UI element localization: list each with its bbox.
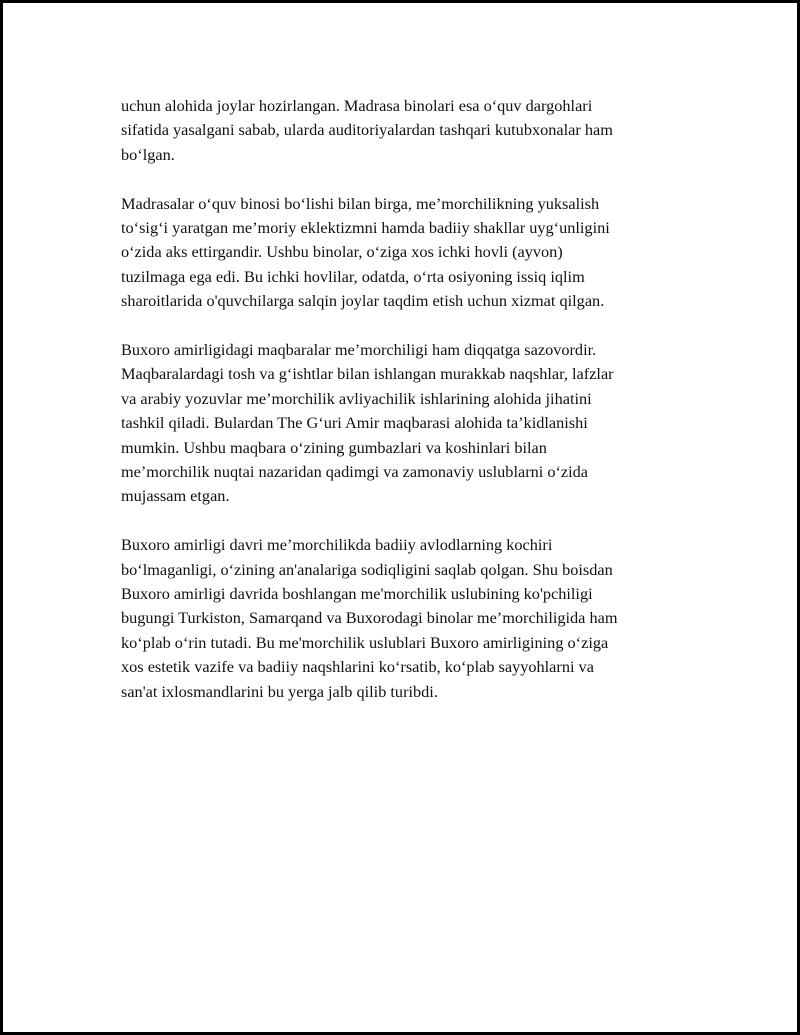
text-line: mujassam etgan.	[121, 486, 230, 506]
text-line: tuzilmaga ega edi. Bu ichki hovlilar, odatda, o‘rta osiyoning issiq iqlim	[121, 266, 585, 286]
text-line: san'at ixlosmandlarini bu yerga jalb qilib turibdi.	[121, 681, 438, 701]
paragraph-3	[121, 338, 701, 509]
text-line: sharoitlarida o'quvchilarga salqin joylar taqdim etish uchun xizmat qilgan.	[121, 291, 605, 311]
text-line: tashkil qiladi. Bulardan The G‘uri Amir maqbarasi alohida ta’kidlanishi	[121, 413, 588, 433]
text-line: bo‘lmaganligi, o‘zining an'analariga sodiqligini saqlab qolgan. Shu boisdan	[121, 559, 613, 579]
text-line: Maqbaralardagi tosh va g‘ishtlar bilan ishlangan murakkab naqshlar, lafzlar	[121, 364, 614, 384]
text-line: sifatida yasalgani sabab, ularda auditoriyalardan tashqari kutubxonalar ham	[121, 120, 613, 140]
text-line: bo‘lgan.	[121, 144, 175, 164]
text-line: uchun alohida joylar hozirlangan. Madrasa binolari esa o‘quv dargohlari	[121, 96, 593, 115]
text-line: mumkin. Ushbu maqbara o‘zining gumbazlari va koshinlari bilan	[121, 437, 547, 457]
text-line: Madrasalar o‘quv binosi bo‘lishi bilan birga, me’morchilikning yuksalish	[121, 193, 600, 213]
text-line: Buxoro amirligidagi maqbaralar me’morchiligi ham diqqatga sazovordir.	[121, 340, 597, 360]
text-line: ko‘plab o‘rin tutadi. Bu me'morchilik uslublari Buxoro amirligining o‘ziga	[121, 632, 609, 652]
text-line: to‘sig‘i yaratgan me’moriy eklektizmni hamda badiiy shakllar uyg‘unligini	[121, 218, 610, 238]
text-line: Buxoro amirligi davri me’morchilikda badiiy avlodlarning kochiri	[121, 535, 553, 555]
paragraph-4	[121, 533, 701, 704]
paragraph-2	[121, 192, 701, 314]
text-line: xos estetik vazife va badiiy naqshlarini ko‘rsatib, ko‘plab sayyohlarni va	[121, 657, 594, 677]
text-line: Buxoro amirligi davrida boshlangan me'morchilik uslubining ko'pchiligi	[121, 584, 593, 604]
paragraph-1	[121, 94, 701, 167]
text-line: me’morchilik nuqtai nazaridan qadimgi va zamonaviy uslublarni o‘zida	[121, 462, 589, 482]
text-line: bugungi Turkiston, Samarqand va Buxorodagi binolar me’morchiligida ham	[121, 608, 618, 628]
document-body	[121, 94, 701, 729]
text-line: va arabiy yozuvlar me’morchilik avliyachilik ishlarining alohida jihatini	[121, 388, 592, 408]
text-line: o‘zida aks ettirgandir. Ushbu binolar, o‘ziga xos ichki hovli (ayvon)	[121, 242, 563, 262]
